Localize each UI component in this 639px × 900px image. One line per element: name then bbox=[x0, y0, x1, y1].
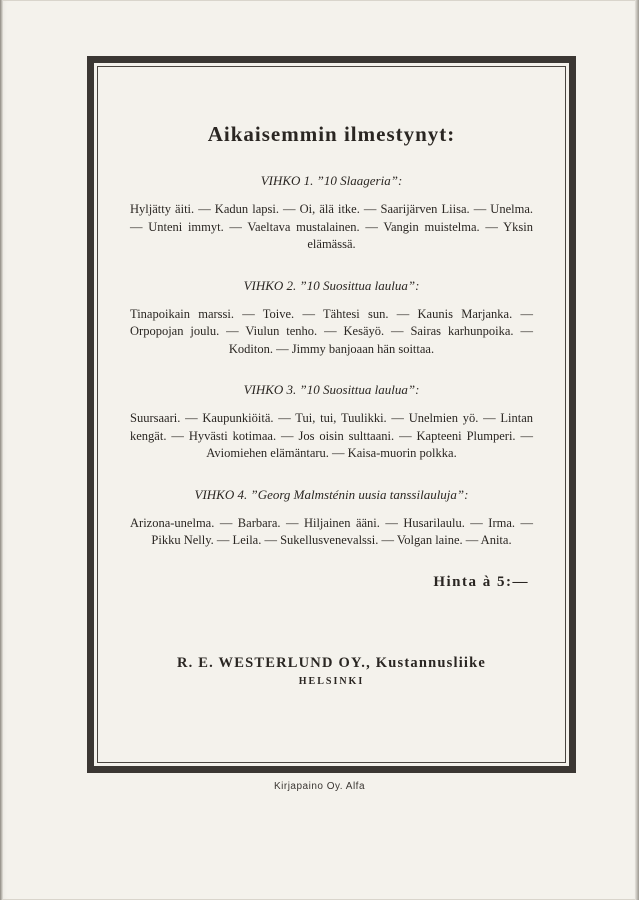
publisher: R. E. WESTERLUND OY., Kustannusliike bbox=[176, 654, 487, 671]
printer-credit: Kirjapaino Oy. Alfa bbox=[273, 781, 366, 792]
page-title: Aikaisemmin ilmestynyt: bbox=[207, 122, 456, 146]
booklet-2-songs: Tinapoikain marssi. — Toive. — Tähtesi sun. — Kaunis Marjanka. — Orpopojan joulu. — Viulun tenho. — Kesäyö. — Sairas karhunpoika. — Koditon. — Jimmy banjoaan hän soittaa. bbox=[130, 306, 533, 356]
booklet-4-heading: VIHKO 4. ”Georg Malmsténin uusia tanssilauluja”: bbox=[194, 486, 469, 502]
booklet-3-songs: Suursaari. — Kaupunkiöitä. — Tui, tui, Tuulikki. — Unelmien yö. — Lintan kengät. — Hyvästi kotimaa. — Jos oisin sulttaani. — Kapteeni Plumperi. — Aviomiehen elämäntaru. — Kaisa-muorin polkka. bbox=[130, 411, 533, 460]
content bbox=[110, 70, 553, 687]
booklet-1-heading: VIHKO 1. ”10 Slaageria”: bbox=[260, 173, 403, 188]
publisher-city: HELSINKI bbox=[298, 675, 365, 687]
booklet-1-songs: Hyljätty äiti. — Kadun lapsi. — Oi, älä itke. — Saarijärven Liisa. — Unelma. — Unteni immyt. — Vaeltava mustalainen. — Vangin muistelma. — Yksin elämässä. bbox=[130, 202, 533, 251]
booklet-2-heading: VIHKO 2. ”10 Suosittua laulua”: bbox=[243, 277, 420, 293]
page-edge-left bbox=[0, 0, 3, 900]
booklet-4-songs: Arizona-unelma. — Barbara. — Hiljainen ääni. — Husarilaulu. — Irma. — Pikku Nelly. — Leila. — Sukellusvenevalssi. — Volgan laine. — Anita. bbox=[130, 515, 533, 547]
page-edge-right bbox=[635, 0, 639, 900]
price: Hinta à 5:— bbox=[433, 573, 529, 590]
booklet-3-heading: VIHKO 3. ”10 Suosittua laulua”: bbox=[243, 382, 420, 397]
